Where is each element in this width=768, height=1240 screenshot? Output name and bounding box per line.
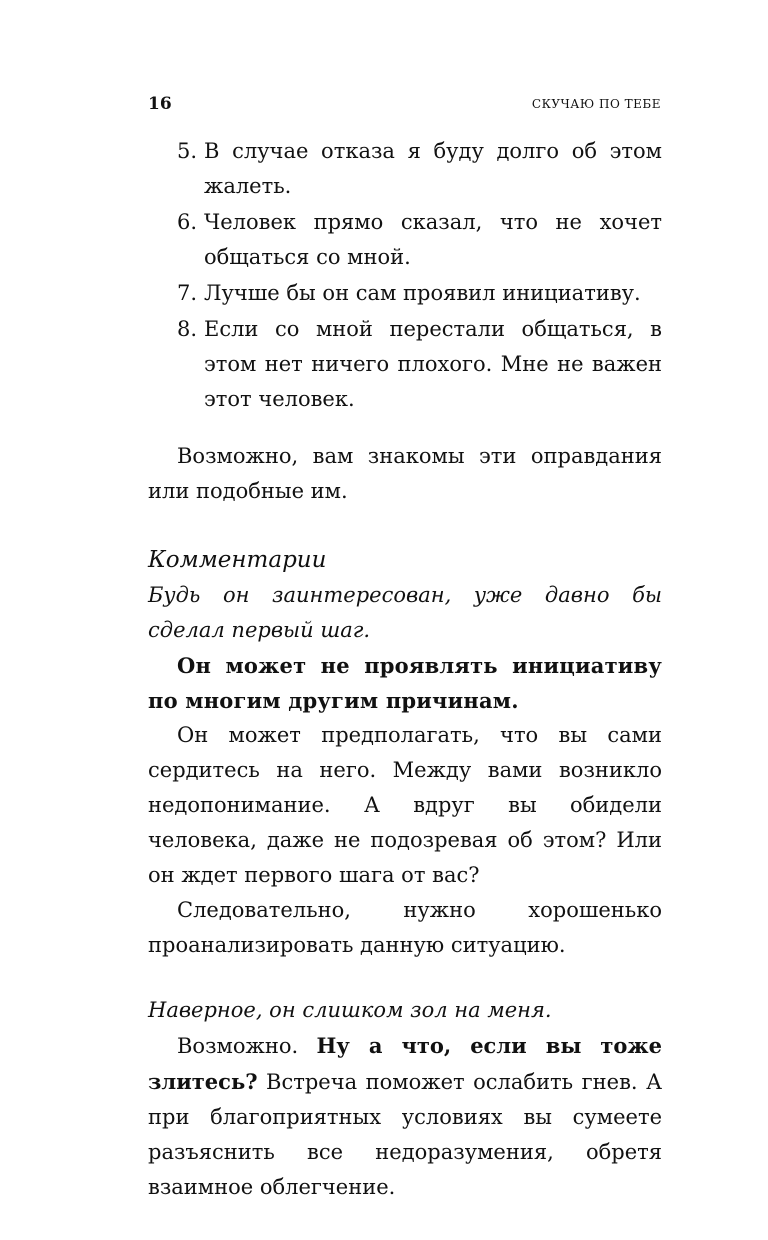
list-item-text: Человек прямо сказал, что не хочет общаться со мной.	[204, 210, 662, 269]
list-item-number: 7.	[177, 281, 198, 305]
comment-paragraph: Он может предполагать, что вы сами сердитесь на него. Между вами возникло недопонимание. А вдруг вы обидели человека, даже не подозревая об этом? Или он ждет первого шага от вас?	[148, 723, 662, 887]
list-item-text: В случае отказа я буду долго об этом жалеть.	[204, 139, 662, 198]
list-item-number: 6.	[177, 210, 198, 234]
list-item	[148, 205, 662, 275]
list-item	[148, 312, 662, 417]
comment-quote: Будь он заинтересован, уже давно бы сделал первый шаг.	[148, 583, 662, 642]
list-item-text: Лучше бы он сам проявил инициативу.	[204, 281, 641, 305]
list-item	[148, 134, 662, 204]
list-item-text: Если со мной перестали общаться, в этом нет ничего плохого. Мне не важен этот человек.	[204, 317, 662, 411]
list-item-number: 5.	[177, 139, 198, 163]
comment-lead-text: Возможно.	[177, 1034, 317, 1058]
comment-quote: Наверное, он слишком зол на меня.	[148, 998, 552, 1022]
bold-response-period: .	[511, 688, 519, 713]
comment-bold-text: Ну а что, если вы тоже злитесь?	[148, 1033, 662, 1094]
page-number: 16	[148, 94, 172, 114]
list-summary-paragraph: Возможно, вам знакомы эти оправдания или подобные им.	[148, 444, 662, 503]
running-title: СКУЧАЮ ПО ТЕБЕ	[531, 97, 661, 111]
page-content	[148, 134, 662, 1205]
list-item-number: 8.	[177, 317, 198, 341]
comment-paragraph: Следовательно, нужно хорошенько проанализировать данную ситуацию.	[148, 898, 662, 957]
numbered-list	[148, 134, 662, 417]
list-item	[148, 276, 662, 311]
comment-bold-response	[148, 648, 662, 718]
comment-paragraph	[148, 1028, 662, 1205]
comment-rest-text: Встреча поможет ослабить гнев. А при благоприятных условиях вы сумеете разъяснить все недоразумения, обретя взаимное облегчение.	[148, 1070, 662, 1199]
bold-response-text: Он может не проявлять инициативу по многим другим причинам	[148, 653, 662, 713]
section-heading: Комментарии	[148, 547, 327, 573]
